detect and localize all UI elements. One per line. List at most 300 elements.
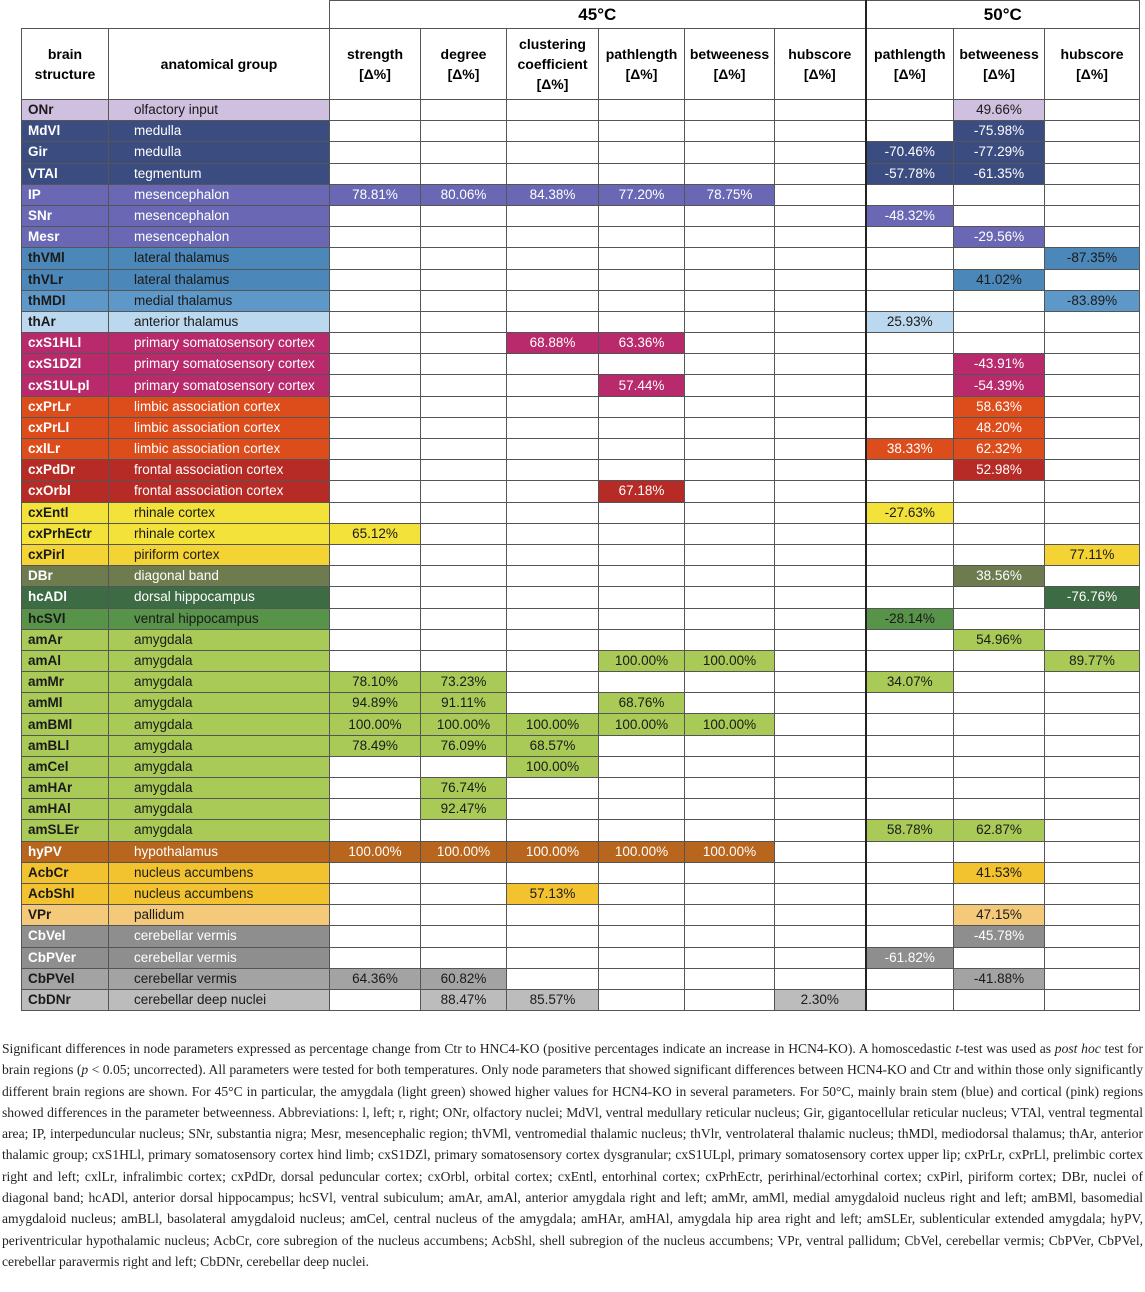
value-cell: 68.76%	[599, 693, 685, 714]
legend-p: p	[81, 1062, 89, 1078]
value-cell: 60.82%	[421, 968, 507, 989]
value-cell	[1045, 396, 1140, 417]
value-cell: 100.00%	[421, 841, 507, 862]
value-cell	[775, 693, 866, 714]
anatomical-group-cell: nucleus accumbens	[109, 862, 330, 883]
value-cell	[1045, 756, 1140, 777]
table-legend	[2, 1038, 1143, 1272]
value-cell	[775, 883, 866, 904]
value-cell	[775, 672, 866, 693]
value-cell	[954, 883, 1045, 904]
anatomical-group-cell: cerebellar deep nuclei	[109, 989, 330, 1010]
value-cell	[330, 566, 421, 587]
value-cell	[507, 566, 599, 587]
value-cell	[507, 926, 599, 947]
value-cell	[866, 269, 954, 290]
value-cell	[599, 862, 685, 883]
value-cell	[599, 142, 685, 163]
value-cell	[421, 311, 507, 332]
brain-structure-cell: VTAl	[22, 163, 109, 184]
value-cell	[421, 100, 507, 121]
brain-structure-cell: thAr	[22, 311, 109, 332]
brain-structure-cell: cxPirl	[22, 544, 109, 565]
value-cell	[775, 227, 866, 248]
value-cell	[330, 587, 421, 608]
value-cell	[775, 269, 866, 290]
value-cell: 77.11%	[1045, 544, 1140, 565]
value-cell	[1045, 333, 1140, 354]
value-cell	[421, 523, 507, 544]
value-cell	[421, 587, 507, 608]
value-cell	[599, 205, 685, 226]
value-cell	[954, 714, 1045, 735]
value-cell	[866, 460, 954, 481]
value-cell	[775, 333, 866, 354]
value-cell: -75.98%	[954, 121, 1045, 142]
value-cell	[866, 989, 954, 1010]
value-cell	[330, 608, 421, 629]
value-cell	[866, 184, 954, 205]
value-cell: 57.44%	[599, 375, 685, 396]
value-cell	[507, 269, 599, 290]
value-cell	[507, 544, 599, 565]
value-cell	[1045, 121, 1140, 142]
value-cell	[685, 799, 775, 820]
value-cell	[421, 862, 507, 883]
anatomical-group-cell: amygdala	[109, 672, 330, 693]
value-cell	[775, 396, 866, 417]
value-cell	[954, 989, 1045, 1010]
value-cell	[599, 121, 685, 142]
table-row	[22, 735, 1140, 756]
value-cell	[421, 460, 507, 481]
value-cell	[507, 481, 599, 502]
value-cell	[866, 121, 954, 142]
value-cell	[507, 439, 599, 460]
value-cell	[1045, 227, 1140, 248]
value-cell	[685, 163, 775, 184]
value-cell: 100.00%	[599, 650, 685, 671]
value-cell	[954, 650, 1045, 671]
value-cell	[954, 778, 1045, 799]
value-cell	[507, 290, 599, 311]
table-row	[22, 311, 1140, 332]
value-cell	[421, 375, 507, 396]
col-header-50-hubscore: hubscore [Δ%]	[1045, 29, 1140, 100]
temp-45-header: 45°C	[330, 1, 866, 29]
value-cell: 2.30%	[775, 989, 866, 1010]
value-cell	[775, 481, 866, 502]
table-row	[22, 100, 1140, 121]
table-row	[22, 672, 1140, 693]
value-cell	[954, 544, 1045, 565]
value-cell	[685, 735, 775, 756]
value-cell: 100.00%	[330, 841, 421, 862]
value-cell: 100.00%	[507, 756, 599, 777]
table-row	[22, 714, 1140, 735]
value-cell	[866, 100, 954, 121]
brain-structure-cell: cxOrbl	[22, 481, 109, 502]
brain-structure-cell: IP	[22, 184, 109, 205]
value-cell	[685, 693, 775, 714]
value-cell	[1045, 629, 1140, 650]
value-cell	[330, 756, 421, 777]
legend-posthoc: post hoc	[1054, 1041, 1101, 1056]
value-cell	[330, 142, 421, 163]
value-cell	[507, 248, 599, 269]
value-cell	[1045, 905, 1140, 926]
value-cell: 58.78%	[866, 820, 954, 841]
value-cell	[507, 163, 599, 184]
value-cell	[507, 650, 599, 671]
value-cell	[599, 439, 685, 460]
value-cell: 64.36%	[330, 968, 421, 989]
value-cell	[775, 184, 866, 205]
value-cell: 68.88%	[507, 333, 599, 354]
anatomical-group-cell: dorsal hippocampus	[109, 587, 330, 608]
brain-structure-cell: ONr	[22, 100, 109, 121]
value-cell	[866, 417, 954, 438]
value-cell	[330, 354, 421, 375]
value-cell	[330, 227, 421, 248]
value-cell	[421, 163, 507, 184]
table-row	[22, 375, 1140, 396]
value-cell	[685, 926, 775, 947]
value-cell: 49.66%	[954, 100, 1045, 121]
anatomical-group-cell: diagonal band	[109, 566, 330, 587]
value-cell	[775, 756, 866, 777]
value-cell: 100.00%	[330, 714, 421, 735]
value-cell	[954, 841, 1045, 862]
value-cell	[954, 672, 1045, 693]
value-cell	[421, 544, 507, 565]
value-cell	[330, 269, 421, 290]
temp-50-header: 50°C	[866, 1, 1140, 29]
value-cell	[1045, 375, 1140, 396]
value-cell	[507, 587, 599, 608]
col-brain-structure: brain structure	[22, 29, 109, 100]
value-cell	[685, 883, 775, 904]
legend-t: t	[955, 1041, 960, 1056]
brain-structure-cell: Mesr	[22, 227, 109, 248]
value-cell	[507, 121, 599, 142]
value-cell	[599, 799, 685, 820]
table-row	[22, 587, 1140, 608]
value-cell	[599, 926, 685, 947]
table-row	[22, 333, 1140, 354]
value-cell	[1045, 439, 1140, 460]
anatomical-group-cell: mesencephalon	[109, 205, 330, 226]
brain-structure-cell: VPr	[22, 905, 109, 926]
value-cell	[1045, 100, 1140, 121]
table-row	[22, 905, 1140, 926]
value-cell	[775, 905, 866, 926]
brain-structure-cell: amCel	[22, 756, 109, 777]
value-cell: 100.00%	[685, 841, 775, 862]
value-cell: 52.98%	[954, 460, 1045, 481]
table-row	[22, 163, 1140, 184]
value-cell	[507, 629, 599, 650]
value-cell	[599, 587, 685, 608]
value-cell: -57.78%	[866, 163, 954, 184]
value-cell	[866, 650, 954, 671]
table-row	[22, 439, 1140, 460]
value-cell	[1045, 672, 1140, 693]
value-cell	[866, 841, 954, 862]
value-cell	[599, 396, 685, 417]
value-cell	[1045, 566, 1140, 587]
value-cell	[599, 756, 685, 777]
value-cell	[866, 523, 954, 544]
anatomical-group-cell: rhinale cortex	[109, 523, 330, 544]
table-row	[22, 820, 1140, 841]
value-cell	[685, 121, 775, 142]
value-cell: 78.81%	[330, 184, 421, 205]
value-cell: 100.00%	[685, 650, 775, 671]
value-cell	[1045, 523, 1140, 544]
table-row	[22, 926, 1140, 947]
table-row	[22, 693, 1140, 714]
value-cell	[599, 100, 685, 121]
legend-text-2: -test was used as	[959, 1041, 1055, 1056]
value-cell	[775, 608, 866, 629]
brain-structure-cell: amBMl	[22, 714, 109, 735]
value-cell	[421, 756, 507, 777]
value-cell	[599, 163, 685, 184]
brain-structure-cell: hyPV	[22, 841, 109, 862]
col-anatomical-group: anatomical group	[109, 29, 330, 100]
table-row	[22, 205, 1140, 226]
value-cell	[330, 311, 421, 332]
value-cell	[866, 544, 954, 565]
value-cell	[954, 523, 1045, 544]
value-cell	[775, 100, 866, 121]
anatomical-group-cell: piriform cortex	[109, 544, 330, 565]
value-cell	[421, 481, 507, 502]
value-cell	[599, 502, 685, 523]
value-cell	[685, 820, 775, 841]
value-cell	[866, 926, 954, 947]
value-cell: -43.91%	[954, 354, 1045, 375]
value-cell: 100.00%	[507, 714, 599, 735]
value-cell	[421, 269, 507, 290]
anatomical-group-cell: frontal association cortex	[109, 460, 330, 481]
value-cell	[775, 354, 866, 375]
value-cell	[954, 184, 1045, 205]
value-cell	[775, 841, 866, 862]
value-cell: 62.32%	[954, 439, 1045, 460]
table-row	[22, 566, 1140, 587]
value-cell	[866, 799, 954, 820]
value-cell: 91.11%	[421, 693, 507, 714]
anatomical-group-cell: nucleus accumbens	[109, 883, 330, 904]
column-header-row	[22, 29, 1140, 100]
anatomical-group-cell: cerebellar vermis	[109, 947, 330, 968]
table-row	[22, 650, 1140, 671]
value-cell	[1045, 841, 1140, 862]
value-cell	[507, 799, 599, 820]
value-cell	[866, 481, 954, 502]
value-cell	[685, 502, 775, 523]
value-cell	[866, 968, 954, 989]
value-cell	[866, 396, 954, 417]
value-cell	[507, 862, 599, 883]
value-cell	[685, 778, 775, 799]
anatomical-group-cell: medulla	[109, 121, 330, 142]
value-cell	[599, 544, 685, 565]
value-cell	[866, 862, 954, 883]
value-cell	[775, 650, 866, 671]
value-cell	[330, 396, 421, 417]
value-cell	[866, 566, 954, 587]
col-header-45-pathlength: pathlength [Δ%]	[599, 29, 685, 100]
value-cell	[775, 862, 866, 883]
value-cell: 100.00%	[421, 714, 507, 735]
value-cell	[599, 417, 685, 438]
anatomical-group-cell: anterior thalamus	[109, 311, 330, 332]
brain-structure-cell: cxPrLl	[22, 417, 109, 438]
value-cell	[775, 417, 866, 438]
brain-structure-cell: amSLEr	[22, 820, 109, 841]
value-cell	[954, 608, 1045, 629]
table-row	[22, 544, 1140, 565]
value-cell	[954, 947, 1045, 968]
value-cell: -77.29%	[954, 142, 1045, 163]
value-cell: 100.00%	[507, 841, 599, 862]
value-cell: 63.36%	[599, 333, 685, 354]
table-row	[22, 778, 1140, 799]
value-cell	[599, 269, 685, 290]
value-cell: 73.23%	[421, 672, 507, 693]
legend-text-1: Significant differences in node parameters expressed as percentage change from Ctr to HNC4-KO (positive percentages indicate an increase in HCN4-KO). A homoscedastic	[2, 1041, 956, 1056]
value-cell	[599, 989, 685, 1010]
table-row	[22, 502, 1140, 523]
value-cell	[330, 100, 421, 121]
value-cell: 38.33%	[866, 439, 954, 460]
value-cell	[599, 905, 685, 926]
anatomical-group-cell: olfactory input	[109, 100, 330, 121]
value-cell	[954, 502, 1045, 523]
value-cell	[685, 608, 775, 629]
value-cell	[685, 269, 775, 290]
value-cell	[775, 968, 866, 989]
value-cell	[507, 905, 599, 926]
value-cell: 77.20%	[599, 184, 685, 205]
table-row	[22, 248, 1140, 269]
value-cell	[1045, 947, 1140, 968]
value-cell	[685, 100, 775, 121]
value-cell	[1045, 799, 1140, 820]
brain-structure-cell: amMl	[22, 693, 109, 714]
value-cell	[866, 354, 954, 375]
value-cell	[421, 820, 507, 841]
table-row	[22, 608, 1140, 629]
table-body	[22, 100, 1140, 1011]
value-cell: -61.35%	[954, 163, 1045, 184]
col-header-45-clustering: clustering coefficient [Δ%]	[507, 29, 599, 100]
value-cell	[685, 756, 775, 777]
value-cell	[507, 968, 599, 989]
anatomical-group-cell: primary somatosensory cortex	[109, 333, 330, 354]
anatomical-group-cell: lateral thalamus	[109, 248, 330, 269]
value-cell	[330, 375, 421, 396]
value-cell: 38.56%	[954, 566, 1045, 587]
value-cell	[599, 354, 685, 375]
value-cell: -76.76%	[1045, 587, 1140, 608]
value-cell	[421, 650, 507, 671]
value-cell	[775, 544, 866, 565]
value-cell	[866, 735, 954, 756]
value-cell: -29.56%	[954, 227, 1045, 248]
value-cell: -41.88%	[954, 968, 1045, 989]
anatomical-group-cell: amygdala	[109, 820, 330, 841]
table-row	[22, 947, 1140, 968]
value-cell	[1045, 142, 1140, 163]
value-cell	[599, 460, 685, 481]
anatomical-group-cell: amygdala	[109, 714, 330, 735]
value-cell	[954, 311, 1045, 332]
value-cell	[330, 629, 421, 650]
value-cell	[421, 947, 507, 968]
brain-structure-cell: DBr	[22, 566, 109, 587]
col-header-45-betweeness: betweeness [Δ%]	[685, 29, 775, 100]
value-cell: 100.00%	[599, 841, 685, 862]
col-header-45-degree: degree [Δ%]	[421, 29, 507, 100]
value-cell	[866, 248, 954, 269]
table-row	[22, 227, 1140, 248]
value-cell	[866, 778, 954, 799]
value-cell	[1045, 311, 1140, 332]
value-cell	[421, 439, 507, 460]
value-cell	[954, 693, 1045, 714]
brain-structure-cell: SNr	[22, 205, 109, 226]
anatomical-group-cell: mesencephalon	[109, 227, 330, 248]
value-cell	[599, 778, 685, 799]
value-cell	[507, 227, 599, 248]
temperature-header-row	[22, 1, 1140, 29]
value-cell	[685, 333, 775, 354]
value-cell	[685, 460, 775, 481]
brain-structure-cell: CbPVel	[22, 968, 109, 989]
value-cell	[330, 862, 421, 883]
anatomical-group-cell: cerebellar vermis	[109, 926, 330, 947]
value-cell	[954, 248, 1045, 269]
value-cell	[599, 311, 685, 332]
value-cell	[330, 905, 421, 926]
value-cell	[330, 333, 421, 354]
value-cell	[507, 460, 599, 481]
anatomical-group-cell: primary somatosensory cortex	[109, 375, 330, 396]
brain-structure-cell: cxPrhEctr	[22, 523, 109, 544]
anatomical-group-cell: rhinale cortex	[109, 502, 330, 523]
value-cell	[866, 290, 954, 311]
value-cell: -45.78%	[954, 926, 1045, 947]
brain-structure-cell: Gir	[22, 142, 109, 163]
value-cell: 65.12%	[330, 523, 421, 544]
value-cell	[775, 714, 866, 735]
value-cell	[1045, 778, 1140, 799]
anatomical-group-cell: lateral thalamus	[109, 269, 330, 290]
value-cell	[685, 439, 775, 460]
value-cell	[1045, 184, 1140, 205]
value-cell: 100.00%	[599, 714, 685, 735]
value-cell	[775, 163, 866, 184]
value-cell	[775, 142, 866, 163]
value-cell: 84.38%	[507, 184, 599, 205]
value-cell	[507, 375, 599, 396]
value-cell	[685, 629, 775, 650]
value-cell	[775, 248, 866, 269]
